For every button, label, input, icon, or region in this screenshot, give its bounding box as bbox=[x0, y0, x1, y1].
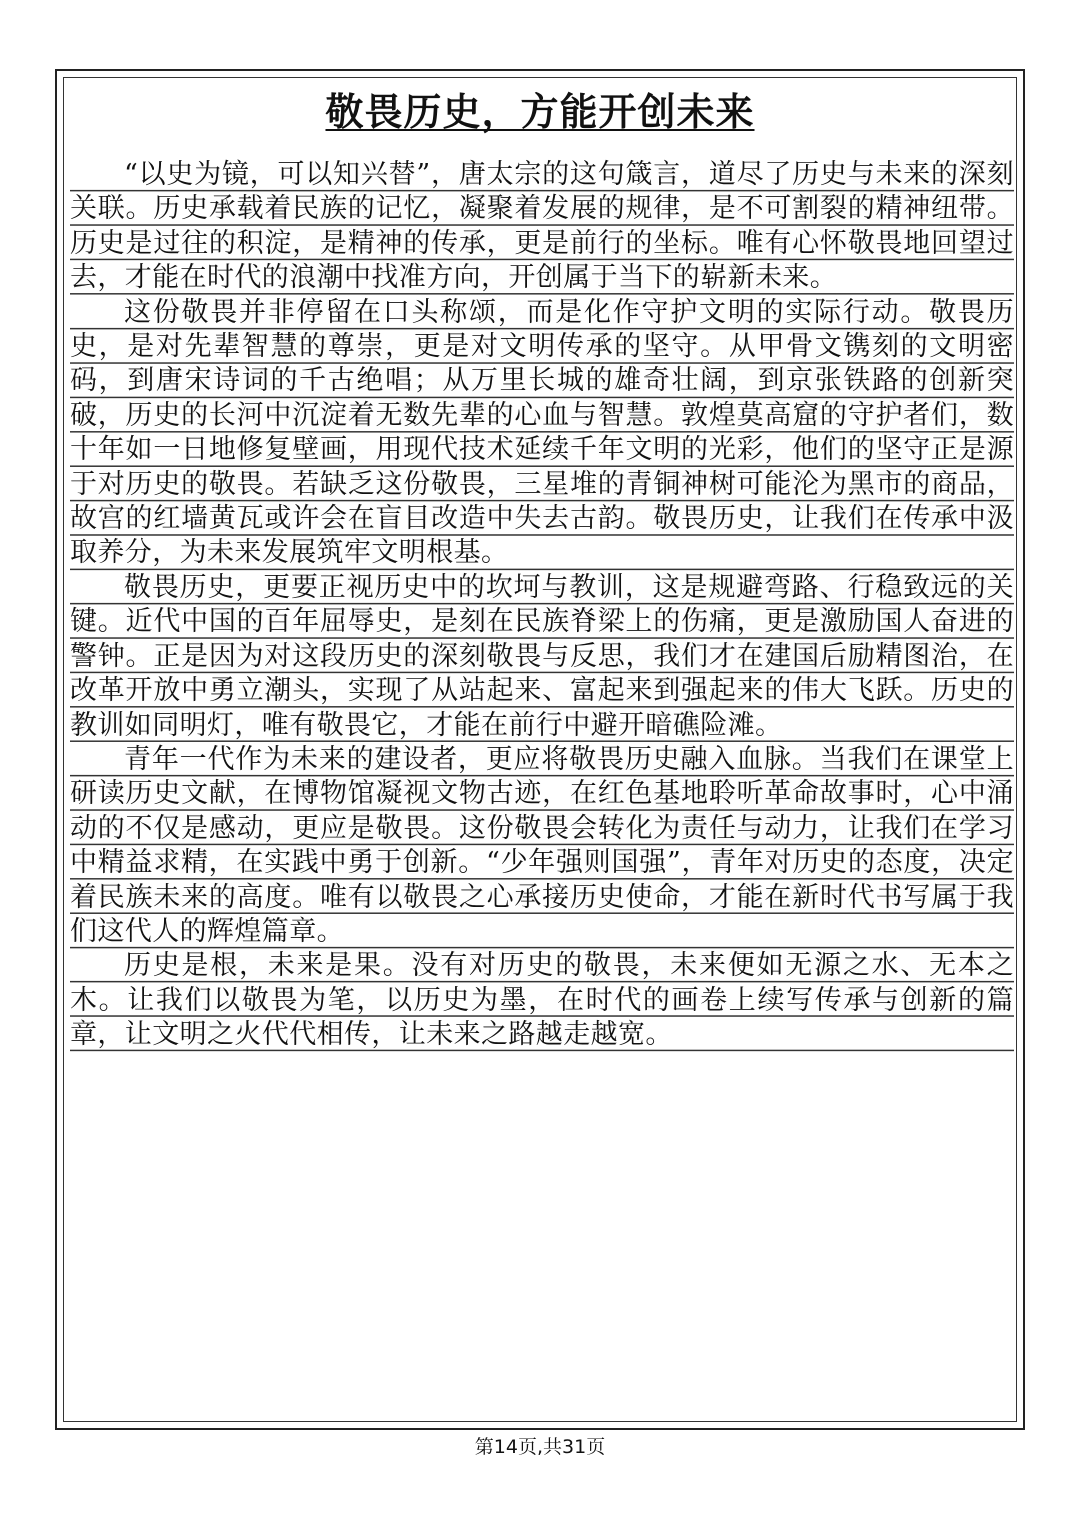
paragraph: 敬畏历史，更要正视历史中的坎坷与教训，这是规避弯路、行稳致远的关键。近代中国的百年屈辱史，是刻在民族脊梁上的伤痛，更是激励国人奋进的警钟。正是因为对这段历史的深刻敬畏与反思，我们才在建国后励精图治，在改革开放中勇立潮头，实现了从站起来、富起来到强起来的伟大飞跃。历史的教训如同明灯，唯有敬畏它，才能在前行中避开暗礁险滩。 bbox=[70, 571, 1014, 743]
paragraph: 这份敬畏并非停留在口头称颂，而是化作守护文明的实际行动。敬畏历史，是对先辈智慧的尊崇，更是对文明传承的坚守。从甲骨文镌刻的文明密码，到唐宋诗词的千古绝唱；从万里长城的雄奇壮阔，到京张铁路的创新突破，历史的长河中沉淀着无数先辈的心血与智慧。敦煌莫高窟的守护者们，数十年如一日地修复壁画，用现代技术延续千年文明的光彩，他们的坚守正是源于对历史的敬畏。若缺乏这份敬畏，三星堆的青铜神树可能沦为黑市的商品，故宫的红墙黄瓦或许会在盲目改造中失去古韵。敬畏历史，让我们在传承中汲取养分，为未来发展筑牢文明根基。 bbox=[70, 296, 1014, 571]
page-number: 第14页,共31页 bbox=[474, 1436, 606, 1458]
essay-body bbox=[70, 158, 1014, 1053]
paragraph: “以史为镜，可以知兴替”，唐太宗的这句箴言，道尽了历史与未来的深刻关联。历史承载着民族的记忆，凝聚着发展的规律，是不可割裂的精神纽带。历史是过往的积淀，是精神的传承，更是前行的坐标。唯有心怀敬畏地回望过去，才能在时代的浪潮中找准方向，开创属于当下的崭新未来。 bbox=[70, 158, 1014, 296]
paragraph: 历史是根，未来是果。没有对历史的敬畏，未来便如无源之水、无本之木。让我们以敬畏为笔，以历史为墨，在时代的画卷上续写传承与创新的篇章，让文明之火代代相传，让未来之路越走越宽。 bbox=[70, 949, 1014, 1052]
paragraph: 青年一代作为未来的建设者，更应将敬畏历史融入血脉。当我们在课堂上研读历史文献，在博物馆凝视文物古迹，在红色基地聆听革命故事时，心中涌动的不仅是感动，更应是敬畏。这份敬畏会转化为责任与动力，让我们在学习中精益求精，在实践中勇于创新。“少年强则国强”，青年对历史的态度，决定着民族未来的高度。唯有以敬畏之心承接历史使命，才能在新时代书写属于我们这代人的辉煌篇章。 bbox=[70, 743, 1014, 949]
essay-title: 敬畏历史，方能开创未来 bbox=[325, 90, 755, 134]
